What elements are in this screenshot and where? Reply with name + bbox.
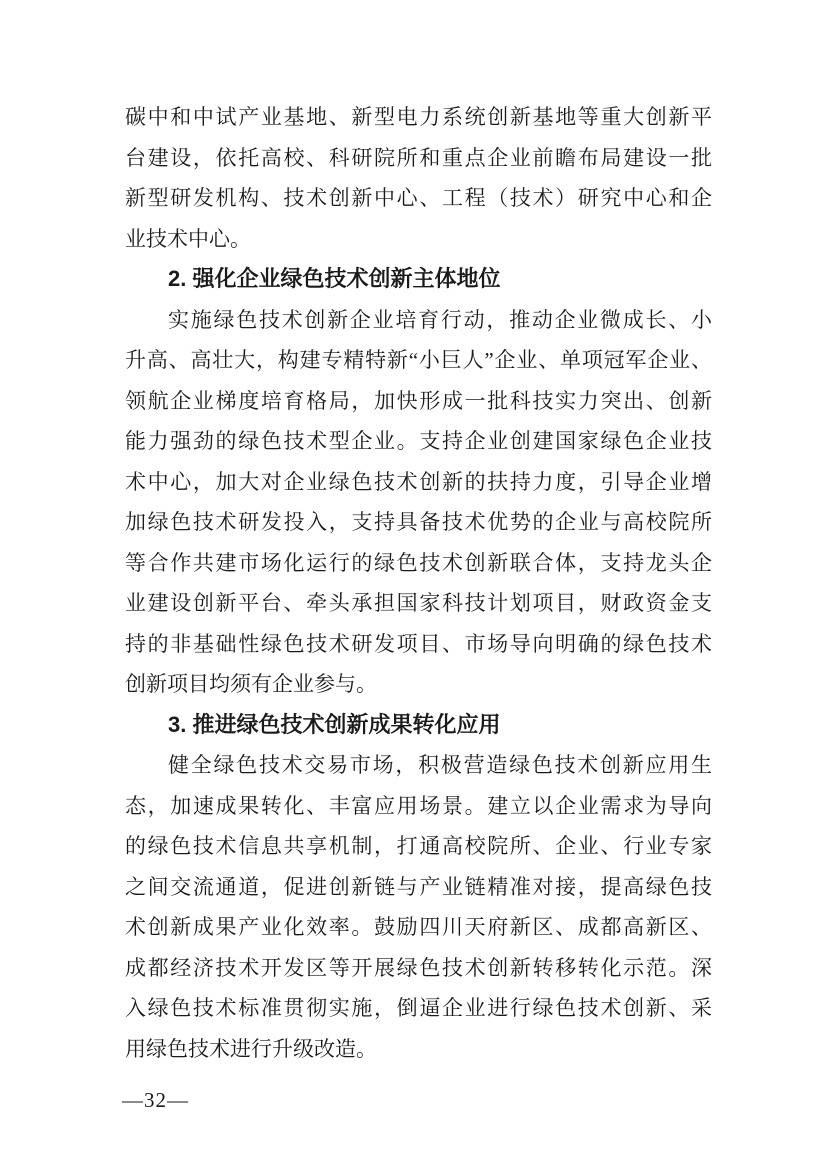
text-line: 台建设，依托高校、科研院所和重点企业前瞻布局建设一批 <box>125 145 712 170</box>
text-line: 领航企业梯度培育格局，加快形成一批科技实力突出、创新 <box>125 388 712 413</box>
text-line: 入绿色技术标准贯彻实施，倒逼企业进行绿色技术创新、采 <box>125 996 712 1020</box>
text-line: 创新项目均须有企业参与。 <box>125 672 377 696</box>
text-line: 健全绿色技术交易市场，积极营造绿色技术创新应用生 <box>168 753 712 777</box>
text-line: 实施绿色技术创新企业培育行动，推动企业微成长、小 <box>168 307 712 332</box>
section-heading-3: 3. 推进绿色技术创新成果转化应用 <box>168 711 501 737</box>
text-line: 的绿色技术信息共享机制，打通高校院所、企业、行业专家 <box>125 834 712 858</box>
text-line: 成都经济技术开发区等开展绿色技术创新转移转化示范。深 <box>125 955 712 980</box>
text-line: 加绿色技术研发投入，支持具备技术优势的企业与高校院所 <box>125 510 712 534</box>
text-line: 业建设创新平台、牵头承担国家科技计划项目，财政资金支 <box>125 591 712 615</box>
text-line: 能力强劲的绿色技术型企业。支持企业创建国家绿色企业技 <box>125 429 712 453</box>
text-line: 升高、高壮大，构建专精特新“小巨人”企业、单项冠军企业、 <box>125 348 712 372</box>
text-line: 碳中和中试产业基地、新型电力系统创新基地等重大创新平 <box>125 105 712 129</box>
text-line: 之间交流通道，促进创新链与产业链精准对接，提高绿色技 <box>125 874 712 899</box>
text-line: 态，加速成果转化、丰富应用场景。建立以企业需求为导向 <box>125 793 712 818</box>
text-line: 新型研发机构、技术创新中心、工程（技术）研究中心和企 <box>125 186 712 210</box>
text-line: 术中心，加大对企业绿色技术创新的扶持力度，引导企业增 <box>125 469 712 494</box>
text-line: 业技术中心。 <box>125 226 251 251</box>
page-number: —32— <box>122 1088 189 1112</box>
section-heading-2: 2. 强化企业绿色技术创新主体地位 <box>168 266 501 291</box>
text-line: 用绿色技术进行升级改造。 <box>125 1036 377 1061</box>
document-text-block <box>125 97 712 1069</box>
text-line: 术创新成果产业化效率。鼓励四川天府新区、成都高新区、 <box>125 915 712 939</box>
text-line: 等合作共建市场化运行的绿色技术创新联合体，支持龙头企 <box>125 550 712 575</box>
text-line: 持的非基础性绿色技术研发项目、市场导向明确的绿色技术 <box>125 631 712 656</box>
